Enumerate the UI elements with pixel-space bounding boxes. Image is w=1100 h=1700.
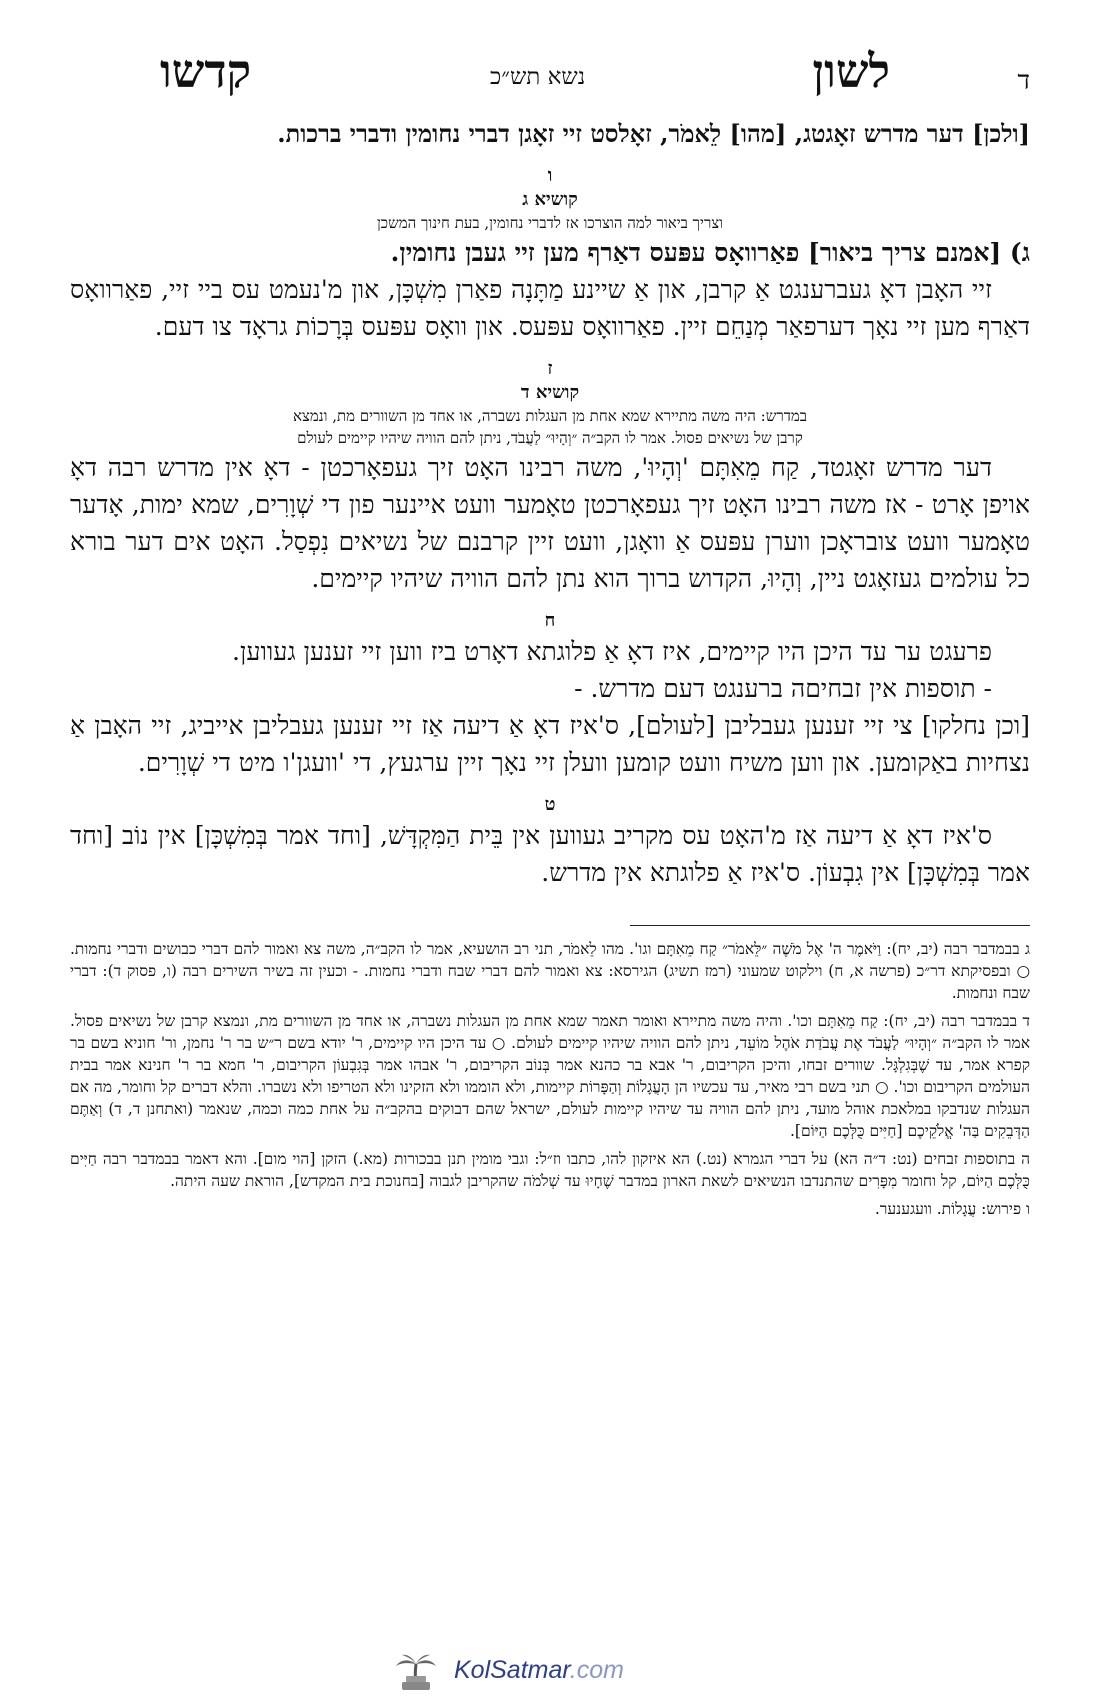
paragraph: [וכן נחלקו] צי זיי זענען געבליבן [לעולם], ס'איז דאָ אַ דיעה אַז זיי זענען געבליבן אייביג, זיי האָבן אַ נצחיות באַקומען. און ווען משיח וועט קומען וועלן זיי נאָך זיין ערגעץ, די 'וועגן'ו מיט די שְׁוָרִים. [70, 711, 1030, 777]
footnote-divider [630, 925, 1030, 926]
page-number: ד [1017, 66, 1030, 96]
footnote: ו פירוש: עֲגָלוֹת. וועגענער. [874, 1200, 1030, 1218]
document-page [70, 40, 1030, 1226]
parsha-label: נשא תש״כ [490, 64, 586, 90]
paragraph: ס'איז דאָ אַ דיעה אַז מ'האָט עס מקריב געווען אין בֵּית הַמִּקְדָּשׁ, [וחד אמר בְּמִשְׁכָּן] אין נוֹב [וחד אמר בְּמִשְׁכָּן] אין גִבְעוֹן. ס'איז אַ פלוגתא אין מדרש. [70, 821, 1030, 887]
paragraph: ג) [אמנם צריך ביאור] פאַרוואָס עפּעס דאַרף מען זיי געבן נחומין. [390, 238, 1030, 267]
section-letter-zayin: ז [547, 358, 553, 379]
paragraph: - תוספות אין זבחיםה ברענגט דעם מדרש. - [574, 674, 992, 703]
footnote: ג בבמדבר רבה (יב, יח): וַיֹּאמֶר ה' אֶל מֹשֶׁה ״לֵּאמֹר״ קַח מֵאִתָּם וגו'. מהו לֵאמֹר, תני רב הושעיא, אמר לו הקב״ה, משה צא ואמור להם דברי כבושים ודברי נחמות. ○ ובפסיקתא דר״כ (פרשה א, ח) וילקוט שמעוני (רמז תשיג) הגירסא: צא ואמור להם דברי שבח ודברי נחמות. - וכעין זה בשיר השירים רבה (ו, פסוק ד): דברי שבח ונחמות. [70, 940, 1030, 1002]
footnote: ד בבמדבר רבה (יב, יח): קַח מֵאִתָּם וכו'. והיה משה מתיירא ואומר תאמר שמא אחת מן העגלות נשברה, או אחד מן השוורים מת, ונמצא קרבן של נשיאים פסול. אמר לו הקב״ה ״וְהָיוּ״ לַעֲבֹד אֶת עֲבֹדַת אֹהֶל מוֹעֵד, ניתן להם הוויה שיהיו קיימים לעולם. ○ עד היכן היו קיימים, ר' יודא בשם ר״ש בר ר' נחמן, ור' חוניא בשם בר קפרא אמר, עד שֶׁבְּגִלְגָּל. שוורים זבחו, והיכן הקריבום, ר' אבא בר כהנא אמר בְּנוֹב הקריבום, ר' אבהו אמר בְּגִבְעוֹן הקריבום, ר' חמא בר ר' חנינא אמר בבית העולמים הקריבום וכו'. ○ תני בשם רבי מאיר, עד עכשיו הן הָעֲגָלוֹת וְהַפָּרוֹת קיימות, ולא הוממו ולא הזקינו ולא הטריפו ולא נשברו. והלא דברים קל וחומר, מה אם העגלות שנדבקו במלאכת אוהל מועד, ניתן להם הוויה עד שיהיו קיימות לעולם, ישראל שהם דבוקים בהקב״ה על אחת כמה וכמה, שנאמר (ואתחנן ד, ד) וְאַתֶּם הַדְּבֵקִים בַּה' אֱלֹקֵיכֶם [חַיִּים כֻּלְּכֶם הַיּוֹם]. [70, 1012, 1030, 1140]
section-subtitle: במדרש: היה משה מתיירא שמא אחת מן העגלות נשברה, או אחד מן השוורים מת, ונמצא [292, 407, 808, 425]
logo-name: KolSatmar [454, 1656, 570, 1684]
section-letter-vav: ו [547, 165, 553, 186]
section-subtitle: וצריך ביאור למה הוצרכו אז לדברי נחומין, בעת חינוך המשכן [376, 214, 724, 232]
page-header [70, 40, 1030, 115]
section-letter-chet: ח [544, 610, 556, 631]
paragraph: דער מדרש זאָגטד, קַח מֵאִתָּם 'וְהָיוּ', משה רבינו האָט זיך געפאָרכטן - דאָ אין מדרש רבה דאָ אויפן אָרט - אז משה רבינו האָט זיך געפאָרכטן טאָמער וועט איינער פון די שְׁוָרִים, שמא ימות, אָדער טאָמער וועט צובראָכן ווערן עפּעס אַ וואָגן, וועט זיין קרבנם של נשיאים נִפְסַל. האָט אים דער בורא כל עולמים געזאָגט ניין, וְהָיוּ, הקדוש ברוך הוא נתן להם הוויה שיהיו קיימים. [70, 453, 1030, 593]
running-title-right: לשון [812, 44, 890, 98]
palm-tree-icon [388, 1652, 444, 1692]
logo-suffix: .com [569, 1656, 624, 1684]
paragraph: פרעגט ער עד היכן היו קיימים, איז דאָ אַ פלוגתא דאָרט ביז ווען זיי זענען געווען. [232, 637, 992, 666]
main-text [70, 115, 1030, 891]
running-title-left: קדשו [160, 44, 252, 98]
footnotes [70, 938, 1030, 1220]
section-letter-tet: ט [544, 794, 556, 815]
paragraph: זיי האָבן דאָ געברענגט אַ קרבן, און אַ שיינע מַתָּנָה פאַרן מִשְׁכָּן, און מ'נעמט עס ביי זיי, פאַרוואָס דאַרף מען זיי נאָך דערפאַר מְנַחֵם זיין. פאַרוואָס עפּעס. און וואָס עפּעס בְּרָכוֹת גראָד צו דעם. [70, 275, 1030, 341]
opening-line: [ולכן] דער מדרש זאָגטג, [מהו] לֵאמֹר, זאָלסט זיי זאָגן דברי נחומין ודברי ברכות. [277, 119, 1030, 148]
section-title-kushya-4: קושיא ד [520, 382, 580, 403]
footnote: ה בתוספות זבחים (נט: ד״ה הא) על דברי הגמרא (נט.) הא איזקון להו, כתבו וז״ל: וגבי מומין תנן בבכורות (מא.) הזקן [הוי מום]. והא דאמר בבמדבר רבה חַיִּים כֻּלְּכֶם הַיּוֹם, קל וחומר מִפָּרִים שהתנדבו הנשיאים לשאת הארון במדבר שֶׁחָיוּ עד שְׁלֹמֹה שהקריבן לגבוה [בחנוכת בית המקדש], הוראת שעה היתה. [70, 1150, 1030, 1190]
section-title-kushya-3: קושיא ג [522, 189, 578, 210]
section-subtitle: קרבן של נשיאים פסול. אמר לו הקב״ה ״וְהָיוּ״ לַעֲבֹד, ניתן להם הוויה שיהיו קיימים לעולם [297, 429, 803, 447]
kolsatmar-logo [388, 1652, 628, 1692]
